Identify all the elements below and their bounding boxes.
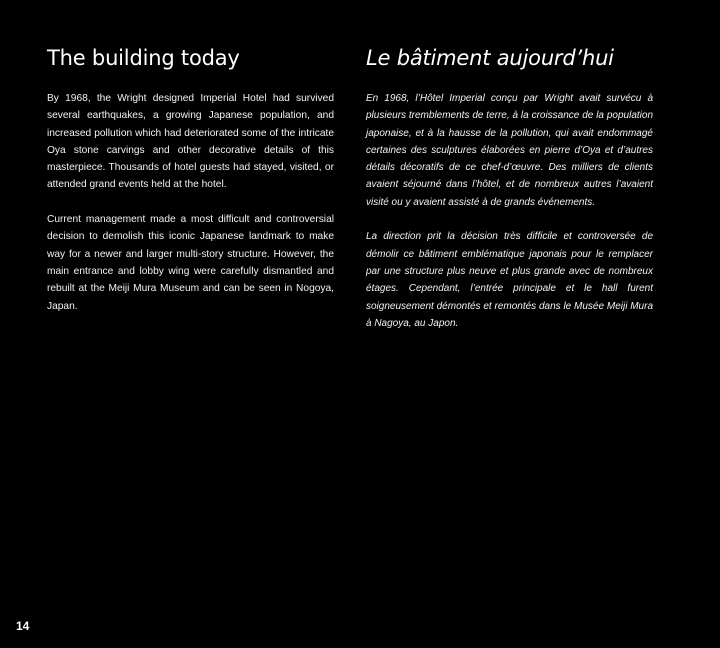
english-column	[47, 44, 334, 315]
english-paragraph-1: By 1968, the Wright designed Imperial Hotel had survived several earthquakes, a growing Japanese population, and increased pollution which had deteriorated some of the intricate Oya stone carvings and other decorative details of this masterpiece. Thousands of hotel guests had stayed, visited, or attended grand events held at the hotel.	[47, 93, 334, 191]
english-paragraph-2: Current management made a most difficult and controversial decision to demolish this iconic Japanese landmark to make way for a newer and larger multi-story structure. However, the main entrance and lobby wing were carefully dismantled and rebuilt at the Meiji Mura Museum and can be seen in Nogoya, Japan.	[47, 214, 334, 312]
french-paragraph-2: La direction prit la décision très difficile et controversée de démolir ce bâtiment emblématique japonais pour le remplacer par une structure plus neuve et plus grande avec de nombreux étages. Cependant, l’entrée principale et le hall furent soigneusement démontés et remontés dans le Musée Meiji Mura à Nagoya, au Japon.	[366, 231, 653, 329]
english-heading: The building today	[47, 46, 240, 70]
french-paragraph-1: En 1968, l’Hôtel Imperial conçu par Wright avait survécu à plusieurs tremblements de terre, à la croissance de la population japonaise, et à la hausse de la pollution, qui avait endommagé certaines des sculptures élaborées en pierre d’Oya et d’autres détails décoratifs de ce chef-d’œuvre. Des milliers de clients avaient séjourné dans l’hôtel, et de nombreux autres l’avaient visité ou y avaient assisté à de grands événements.	[366, 93, 653, 208]
page-number: 14	[16, 619, 30, 633]
french-column	[366, 44, 653, 332]
french-heading: Le bâtiment aujourd’hui	[366, 46, 614, 70]
